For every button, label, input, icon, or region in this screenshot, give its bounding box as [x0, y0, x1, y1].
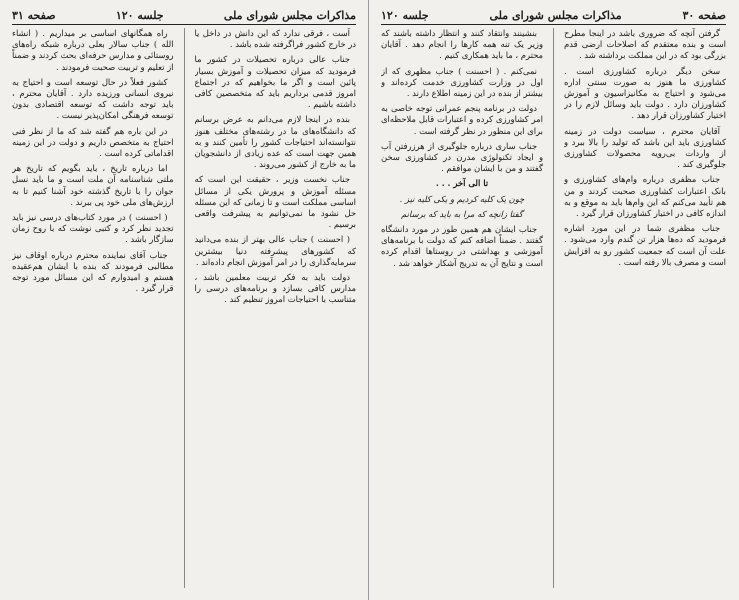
verse-line: گفتا زانچه که مرا به باید که برسانم — [401, 208, 523, 219]
paragraph: نمی‌کنم . ( احسنت ) جناب مظهری که از اول در وزارت کشاورزی خدمت کرده‌اند و بیشتر از بنده در این زمینه اطلاع دارند . — [381, 65, 543, 99]
paragraph: سخن دیگر درباره کشاورزی است . کشاورزی ما هنوز به صورت سنتی اداره می‌شود و احتیاج به مکانیزاسیون و آموزش کشاورزان دارد . دولت باید وسائل لازم را در اختیار کشاورزان قرار دهد . — [564, 65, 726, 121]
session-number: جلسه ۱۲۰ — [381, 8, 429, 22]
paragraph: بنشینند وانتقاد کنند و انتظار داشته باشند که وزیر یک تنه همه کارها را انجام دهد . آقایان محترم ، ما باید همکاری کنیم . — [381, 28, 543, 61]
column-left — [381, 28, 543, 588]
verse-line: چون یک کلیه کردیم و یکی کلیه نیز . — [399, 193, 525, 204]
paragraph: جناب مظفری شما در این مورد اشاره فرمودید که ده‌ها هزار تن گندم وارد می‌شود . علت آن است که جمعیت کشور رو به افزایش است و مصرف بالا رفته است . — [564, 223, 726, 267]
paragraph: جناب ساری درباره جلوگیری از هرزرفتن آب و ایجاد تکنولوژی مدرن در کشاورزی سخن گفتند و من با ایشان موافقم . — [381, 140, 543, 174]
paragraph: جناب آقای نماینده محترم درباره اوقاف نیز مطالبی فرمودند که بنده با ایشان هم‌عقیده هستم و امیدوارم که این مسائل مورد توجه قرار گیرد . — [12, 249, 174, 294]
paragraph: جناب ایشان هم همین طور در مورد دانشگاه گفتند . ضمناً اضافه کنم که دولت با برنامه‌های آموزشی و بهداشتی در روستاها اقدام کرده است و نتایج آن به تدریج آشکار خواهد شد . — [381, 224, 543, 268]
column-divider — [553, 28, 554, 588]
paragraph: اَست ، فرقی ندارد که این دانش در داخل یا در خارج کشور فراگرفته شده باشد . — [194, 28, 356, 50]
paragraph: اما درباره تاریخ ، باید بگویم که تاریخ هر ملتی شناسنامه آن ملت است و ما باید نسل جوان را با تاریخ گذشته خود آشنا کنیم تا به ارزش‌های ملی خود پی ببرند . — [12, 163, 174, 207]
paragraph: کشور فعلاً در حال توسعه است و احتیاج به نیروی انسانی ورزیده دارد . آقایان محترم ، باید توجه داشت که توسعه اقتصادی بدون توسعه فرهنگی امکان‌پذیر نیست . — [12, 76, 174, 121]
page-number: صفحه ۳۰ — [682, 8, 726, 22]
paragraph: ( احسنت ) جناب عالی بهتر از بنده می‌دانید که کشورهای پیشرفته دنیا بیشترین سرمایه‌گذاری را در امر آموزش انجام داده‌اند . — [194, 234, 356, 267]
paragraph: بنده در اینجا لازم می‌دانم به عرض برسانم که دانشگاه‌های ما در رشته‌های مختلف هنوز نتوانسته‌اند احتیاجات کشور را تأمین کنند و به همین جهت است که عده زیادی از دانشجویان ما به خارج از کشور می‌روند . — [194, 114, 356, 170]
paragraph: جناب مظفری درباره وام‌های کشاورزی و بانک اعتبارات کشاورزی صحبت کردند و من هم تأیید می‌کنم که این وام‌ها باید به موقع و به اندازه کافی در اختیار کشاورزان قرار گیرد . — [564, 174, 726, 219]
paragraph: دولت در برنامه پنجم عمرانی توجه خاصی به امر کشاورزی کرده و اعتبارات قابل ملاحظه‌ای برای این منظور در نظر گرفته است . — [381, 103, 543, 136]
page-31 — [0, 0, 369, 600]
paragraph: آقایان محترم ، سیاست دولت در زمینه کشاورزی باید این باشد که تولید را بالا ببرد و از واردات بی‌رویه محصولات کشاورزی جلوگیری کند . — [564, 125, 726, 170]
journal-title: مذاکرات مجلس شورای ملی — [223, 8, 356, 22]
column-right — [564, 28, 726, 588]
paragraph: جناب عالی درباره تحصیلات در کشور ما فرمودید که میزان تحصیلات و آموزش بسیار پائین است و اگر ما بخواهیم که در اجتماع امروز قدمی برداریم باید که متخصصین کافی داشته باشیم . — [194, 54, 356, 110]
page-number: صفحه ۳۱ — [12, 8, 56, 22]
column-left — [12, 28, 174, 588]
session-number: جلسه ۱۲۰ — [115, 8, 164, 22]
page-30 — [369, 0, 738, 600]
paragraph: دولت باید به فکر تربیت معلمین باشد ، مدارس کافی بسازد و برنامه‌های درسی را متناسب با احتیاجات امروز تنظیم کند . — [194, 272, 356, 305]
paragraph: راه همگانهای اساسی بر میداریم . ( انشاء الله ) جناب سالار بعلی درباره شبکه راه‌های روستائی و مدارس حرفه‌ای بحث کردند و ضمناً از تعلیم و تربیت صحبت فرمودند . — [12, 28, 174, 72]
text-columns — [381, 28, 726, 588]
column-divider — [184, 28, 185, 588]
paragraph: گرفتن آنچه که ضروری باشد در اینجا مطرح است و بنده معتقدم که اصلاحات ارضی قدم بزرگی بود که در این مملکت برداشته شد . — [564, 28, 726, 61]
paragraph: ( احسنت ) در مورد کتاب‌های درسی نیز باید تجدید نظر کرد و کتبی نوشت که با روح زمان سازگار باشد . — [12, 212, 174, 245]
text-columns — [12, 28, 356, 588]
page-header — [381, 6, 726, 25]
column-right — [195, 28, 357, 588]
section-marker: تا الی آخر . . . — [435, 178, 489, 189]
page-header — [12, 6, 356, 25]
paragraph: جناب نخست وزیر ، حقیقت این است که مسئله آموزش و پرورش یکی از مسائل اساسی مملکت است و تا زمانی که این مسئله حل نشود ما نمی‌توانیم به پیشرفت واقعی برسیم . — [194, 174, 356, 230]
journal-title: مذاکرات مجلس شورای ملی — [489, 8, 622, 22]
paragraph: در این باره هم گفته شد که ما از نظر فنی احتیاج به متخصص داریم و دولت در این زمینه اقداماتی کرده است . — [12, 125, 174, 159]
